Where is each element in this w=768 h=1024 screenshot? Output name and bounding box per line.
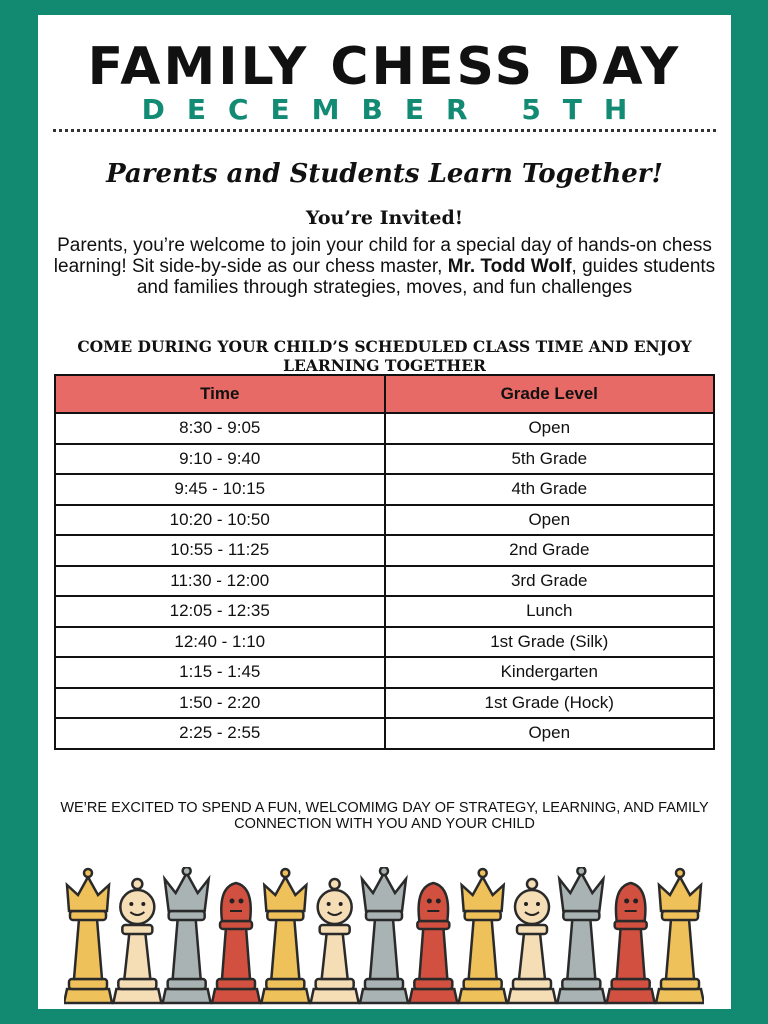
- event-date: DECEMBER 5TH: [141, 93, 650, 126]
- time-cell: 9:10 - 9:40: [55, 444, 385, 475]
- dotted-divider: [53, 129, 716, 132]
- grade-cell: 2nd Grade: [385, 535, 715, 566]
- king-icon: [656, 869, 704, 1003]
- grade-cell: Lunch: [385, 596, 715, 627]
- time-cell: 8:30 - 9:05: [55, 413, 385, 444]
- grade-cell: 3rd Grade: [385, 566, 715, 597]
- knight-icon: [409, 883, 457, 1003]
- table-row: [55, 596, 714, 627]
- chess-master-name: Mr. Todd Wolf: [447, 256, 572, 277]
- table-row: [55, 688, 714, 719]
- pawn-icon: [113, 879, 161, 1003]
- king-icon: [261, 869, 309, 1003]
- grade-cell: Kindergarten: [385, 657, 715, 688]
- table-row: [55, 627, 714, 658]
- time-cell: 1:15 - 1:45: [55, 657, 385, 688]
- column-header-time: Time: [55, 375, 385, 413]
- knight-icon: [607, 883, 655, 1003]
- tagline: Parents and Students Learn Together!: [106, 159, 663, 189]
- column-header-grade: Grade Level: [385, 375, 715, 413]
- time-cell: 10:55 - 11:25: [55, 535, 385, 566]
- queen-icon: [360, 867, 408, 1003]
- grade-cell: Open: [385, 413, 715, 444]
- time-cell: 12:05 - 12:35: [55, 596, 385, 627]
- knight-icon: [212, 883, 260, 1003]
- invite-text: [46, 235, 723, 298]
- invite-text-start: Parents, you’re welcome to join your child for a special day of hands-on chess learning! Sit side-by-side as our chess master,: [53, 235, 712, 277]
- table-row: [55, 474, 714, 505]
- table-row: [55, 535, 714, 566]
- table-row: [55, 444, 714, 475]
- invite-heading: You’re Invited!: [305, 207, 464, 229]
- king-icon: [459, 869, 507, 1003]
- grade-cell: 1st Grade (Hock): [385, 688, 715, 719]
- time-cell: 12:40 - 1:10: [55, 627, 385, 658]
- schedule-table: [54, 374, 715, 750]
- chess-pieces-illustration: [64, 867, 704, 1007]
- table-row: [55, 718, 714, 749]
- page-title: FAMILY CHESS DAY: [87, 37, 682, 97]
- time-cell: 1:50 - 2:20: [55, 688, 385, 719]
- time-cell: 11:30 - 12:00: [55, 566, 385, 597]
- table-row: [55, 505, 714, 536]
- time-cell: 2:25 - 2:55: [55, 718, 385, 749]
- queen-icon: [163, 867, 211, 1003]
- grade-cell: 5th Grade: [385, 444, 715, 475]
- table-row: [55, 566, 714, 597]
- pawn-icon: [508, 879, 556, 1003]
- table-row: [55, 413, 714, 444]
- queen-icon: [557, 867, 605, 1003]
- time-cell: 10:20 - 10:50: [55, 505, 385, 536]
- table-row: [55, 657, 714, 688]
- time-cell: 9:45 - 10:15: [55, 474, 385, 505]
- grade-cell: Open: [385, 505, 715, 536]
- pawn-icon: [311, 879, 359, 1003]
- closing-message: WE’RE EXCITED TO SPEND A FUN, WELCOMIMG DAY OF STRATEGY, LEARNING, AND FAMILY CONNECTION WITH YOU AND YOUR CHILD: [60, 800, 709, 832]
- instruction-heading: COME DURING YOUR CHILD’S SCHEDULED CLASS TIME AND ENJOY LEARNING TOGETHER: [77, 337, 692, 375]
- flyer: [38, 15, 731, 1009]
- king-icon: [64, 869, 112, 1003]
- invite-text-end: , guides students and families through strategies, moves, and fun challenges: [136, 256, 716, 298]
- grade-cell: 4th Grade: [385, 474, 715, 505]
- grade-cell: Open: [385, 718, 715, 749]
- grade-cell: 1st Grade (Silk): [385, 627, 715, 658]
- table-header-row: [55, 375, 714, 413]
